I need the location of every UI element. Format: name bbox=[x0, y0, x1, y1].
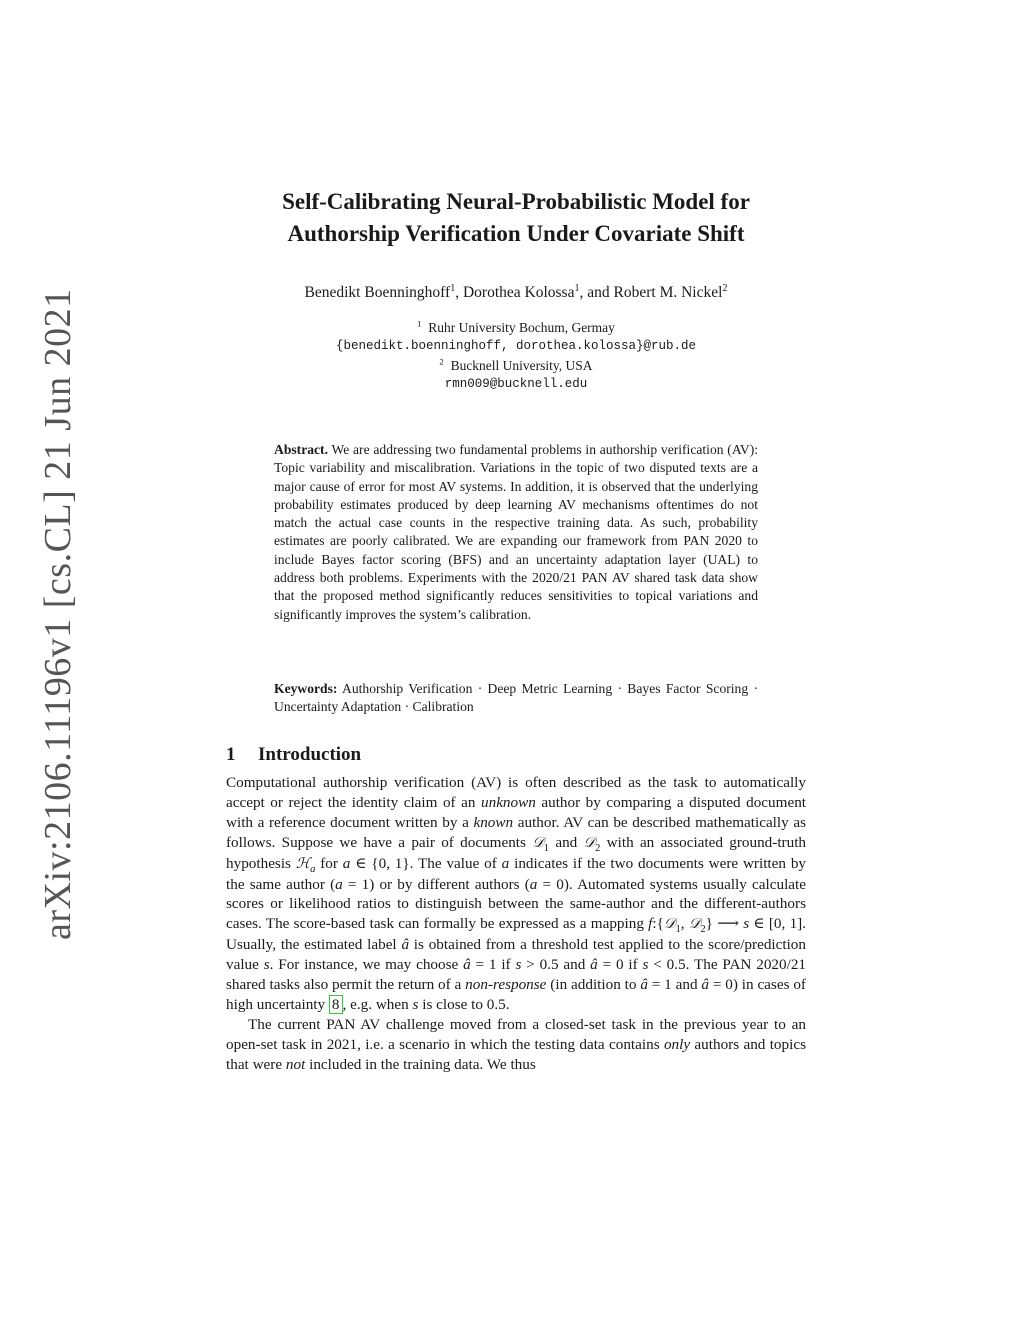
section-number: 1 bbox=[226, 744, 236, 765]
abstract-label: Abstract. bbox=[274, 442, 328, 457]
title-line-2: Authorship Verification Under Covariate Shift bbox=[287, 221, 745, 246]
keywords bbox=[274, 680, 758, 717]
author-affil-mark: 1 bbox=[450, 282, 456, 294]
abstract-text: We are addressing two fundamental problems in authorship verification (AV): Topic variability and miscalibration. Variations in the topic of two disputed texts are a major cause of error for most AV systems. In addition, it is observed that the underlying probability estimates produced by deep learning AV mechanisms oftentimes do not match the actual case counts in the respective training data. As such, probability estimates are poorly calibrated. We are expanding our framework from PAN 2020 to include Bayes factor scoring (BFS) and an uncertainty adaptation layer (UAL) to address both problems. Experiments with the 2020/21 PAN AV shared task data show that the proposed method significantly reduces sensitivities to topical variations and significantly improves the system’s calibration. bbox=[274, 442, 759, 622]
arxiv-identifier: arXiv:2106.11196v1 [cs.CL] 21 Jun 2021 bbox=[37, 288, 79, 940]
keywords-label: Keywords: bbox=[274, 681, 338, 696]
body-paragraph: Computational authorship verification (AV) is often described as the task to automatically accept or reject the identity claim of an unknown author by comparing a disputed document with a reference document written by a known author. AV can be described mathematically as follows. Suppose we have a pair of documents 𝒟$_1$ and 𝒟$_2$ with an associated ground-truth hypothesis ℋ$_a$ for a ∈ {0, 1}. The value of a indicates if the two documents were written by the same author (a = 1) or by different authors (a = 0). Automated systems usually calculate scores or likelihood ratios to distinguish between the same-author and the different-authors cases. The score-based task can formally be expressed as a mapping f:{𝒟$_1$, 𝒟$_2$} ⟶ s ∈ [0, 1]. Usually, the estimated label â is obtained from a threshold test applied to the score/prediction value s. For instance, we may choose â = 1 if s > 0.5 and â = 0 if s < 0.5. The PAN 2020/21 shared tasks also permit the return of a non-response (in addition to â = 1 and â = 0) in cases of high uncertainty 8 , e.g. when s is close to 0.5. bbox=[226, 774, 807, 1013]
section-body bbox=[226, 773, 806, 1075]
affiliation-email: rmn009@bucknell.edu bbox=[444, 377, 588, 391]
section-heading bbox=[226, 744, 361, 766]
affiliation-institution: Bucknell University, USA bbox=[450, 358, 593, 373]
author-affil-mark: 2 bbox=[722, 282, 728, 294]
affil-mark: 1 bbox=[417, 318, 422, 329]
title-line-1: Self-Calibrating Neural-Probabilistic Model for bbox=[282, 189, 750, 214]
author-affil-mark: 1 bbox=[574, 282, 580, 294]
author-conjunction: and bbox=[587, 284, 610, 301]
keywords-text: Authorship Verification · Deep Metric Learning · Bayes Factor Scoring · Uncertainty Adaptation · Calibration bbox=[274, 681, 758, 715]
affiliation-email: {benedikt.boenninghoff, dorothea.kolossa}@rub.de bbox=[335, 339, 697, 353]
author-name: Benedikt Boenninghoff bbox=[304, 284, 451, 301]
author-list: Benedikt Boenninghoff$^1$, Dorothea Kolossa$^1$, and Robert M. Nickel$^2$ bbox=[304, 282, 728, 301]
author-name: Dorothea Kolossa bbox=[462, 284, 575, 301]
author-name: Robert M. Nickel bbox=[613, 284, 723, 301]
paper-title bbox=[226, 186, 806, 250]
affiliations bbox=[226, 318, 806, 394]
section-title: Introduction bbox=[258, 744, 362, 765]
body-paragraph: The current PAN AV challenge moved from a closed-set task in the previous year to an open-set task in 2021, i.e. a scenario in which the testing data contains only authors and topics that were not included in the training data. We thus bbox=[226, 1015, 806, 1073]
abstract bbox=[274, 441, 758, 624]
citation-link[interactable]: 8 bbox=[329, 995, 343, 1014]
affil-mark: 2 bbox=[439, 356, 444, 367]
affiliation-institution: Ruhr University Bochum, Germay bbox=[428, 320, 615, 335]
